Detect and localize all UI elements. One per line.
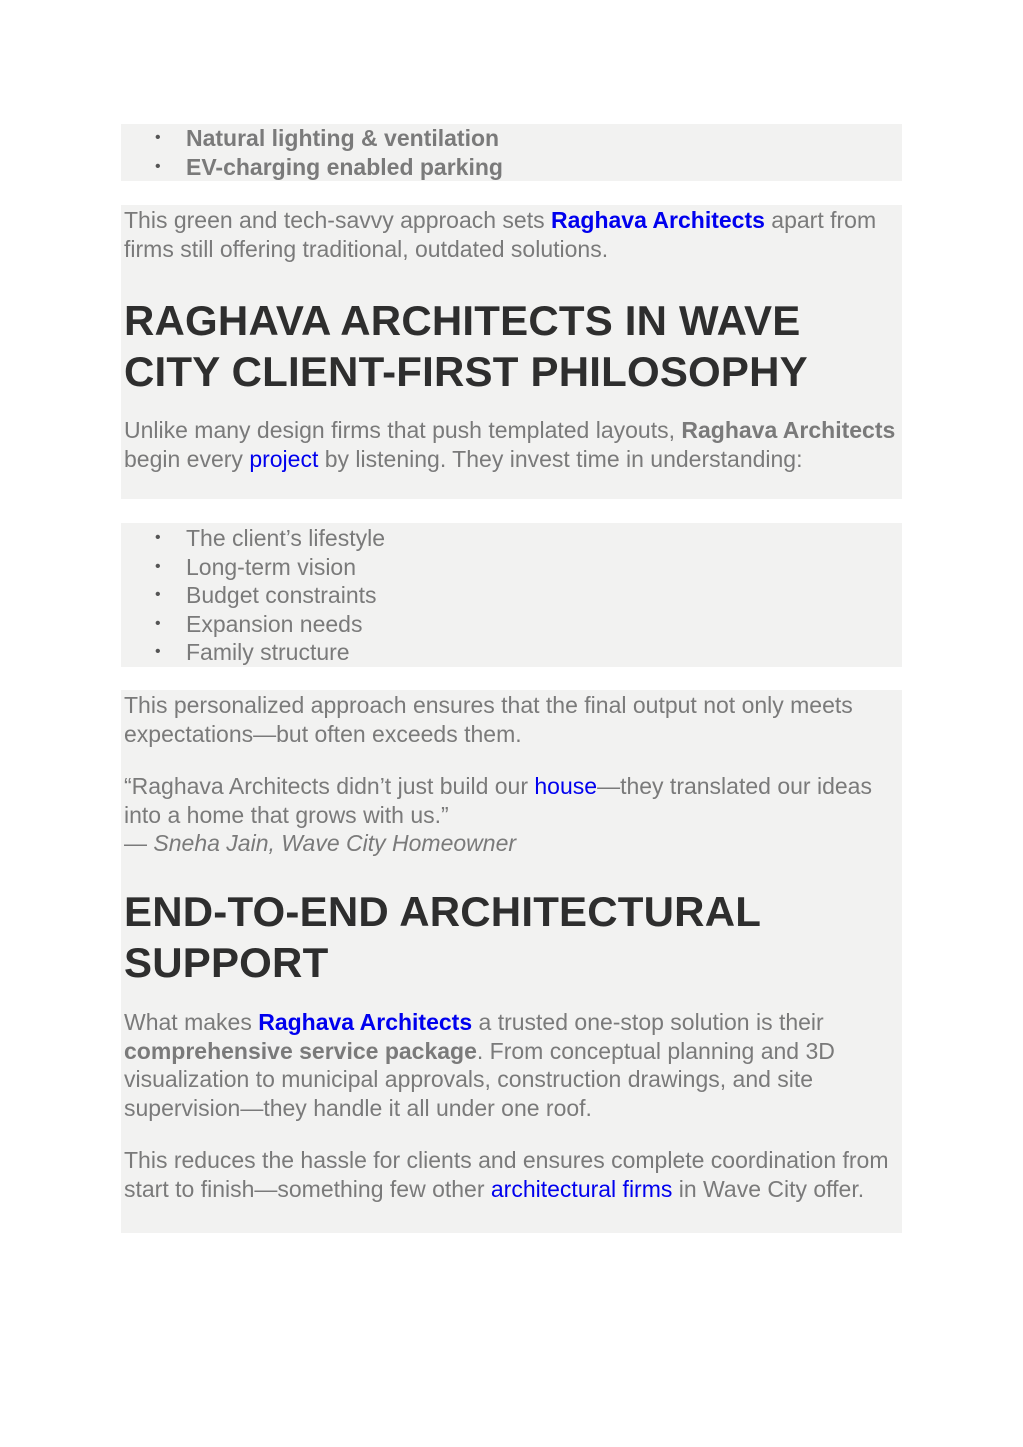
list-item — [121, 153, 902, 182]
client-understanding-list — [121, 524, 902, 667]
list-item-text: Long-term vision — [186, 553, 357, 580]
quote-text-start: “Raghava Architects didn’t just build our — [124, 773, 535, 800]
bullet-icon: • — [155, 129, 161, 146]
intro-text-start: This green and tech-savvy approach sets — [124, 207, 552, 233]
list-item — [121, 524, 902, 553]
section2-block — [121, 690, 902, 1233]
section1-paragraph — [121, 416, 902, 473]
service-package-strong: comprehensive service package — [124, 1037, 477, 1064]
attribution-dash: — — [124, 830, 154, 857]
list-item-text: Expansion needs — [186, 610, 363, 637]
top-feature-list-block — [121, 124, 902, 181]
section1-text-mid: begin every — [124, 445, 250, 472]
section1-heading: RAGHAVA ARCHITECTS IN WAVE CITY CLIENT-FIRST PHILOSOPHY — [124, 297, 808, 396]
section1-block — [121, 205, 902, 499]
section2-text-end: . From conceptual planning and 3D visualization to municipal approvals, construction drawings, and site supervision—they handle it all under one roof. — [124, 1037, 835, 1121]
section2-text-start: What makes — [124, 1008, 259, 1035]
section1-text-end: by listening. They invest time in understanding: — [318, 445, 803, 472]
list-item — [121, 638, 902, 667]
bullet-icon: • — [155, 529, 161, 546]
testimonial-attribution: Sneha Jain, Wave City Homeowner — [153, 830, 517, 857]
testimonial-quote — [121, 772, 902, 858]
list-item — [121, 553, 902, 582]
list-item-text: The client’s lifestyle — [186, 525, 385, 551]
bullet-icon: • — [155, 643, 161, 661]
project-link[interactable]: project — [249, 445, 319, 472]
section2-p2-text-start: This reduces the hassle for clients and ensures complete coordination from start to finish—something few other — [124, 1147, 889, 1202]
architectural-firms-link[interactable]: architectural firms — [490, 1175, 673, 1202]
list-item-text: Family structure — [186, 639, 350, 666]
section1-text-start: Unlike many design firms that push templated layouts, — [124, 417, 682, 444]
list-item — [121, 610, 902, 639]
raghava-architects-link[interactable]: Raghava Architects — [551, 207, 765, 233]
section2-paragraph-2 — [121, 1146, 902, 1203]
section2-paragraph-1 — [121, 1008, 902, 1122]
section2-p2-text-end: in Wave City offer. — [672, 1175, 865, 1202]
section2-heading: END-TO-END ARCHITECTURAL SUPPORT — [124, 887, 761, 986]
house-link[interactable]: house — [534, 773, 598, 800]
list-item-text: EV-charging enabled parking — [186, 153, 503, 180]
outcome-paragraph: This personalized approach ensures that the final output not only meets expectations—but often exceeds them. — [124, 692, 853, 747]
intro-paragraph — [121, 205, 902, 263]
quote-text-end: —they translated our ideas into a home that grows with us.” — [124, 773, 872, 828]
bullet-icon: • — [155, 614, 161, 632]
intro-text-end: apart from firms still offering traditional, outdated solutions. — [124, 207, 877, 262]
bullet-icon: • — [155, 586, 161, 604]
section2-text-mid: a trusted one-stop solution is their — [472, 1008, 824, 1035]
raghava-architects-link[interactable]: Raghava Architects — [258, 1008, 473, 1035]
list-item — [121, 124, 902, 153]
list-item — [121, 581, 902, 610]
list-item-text: Natural lighting & ventilation — [186, 125, 500, 151]
bullet-icon: • — [155, 557, 161, 575]
top-feature-list — [121, 124, 902, 181]
bullet-icon: • — [155, 157, 161, 175]
list-item-text: Budget constraints — [186, 582, 377, 609]
raghava-architects-strong: Raghava Architects — [681, 417, 896, 444]
client-list-block — [121, 523, 902, 667]
